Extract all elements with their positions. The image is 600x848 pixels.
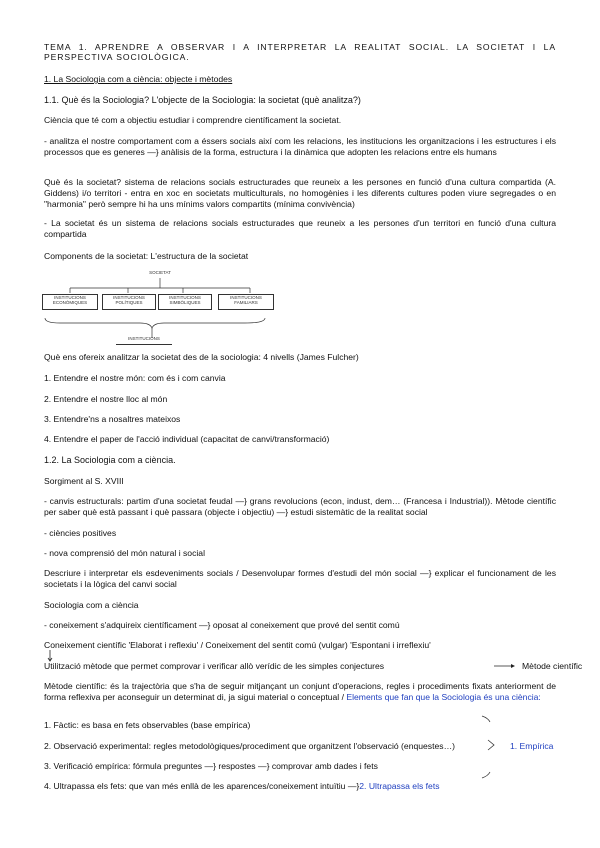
subsection-heading: 1.1. Què és la Sociologia? L'objecte de la Sociologia: la societat (què analitza?) xyxy=(44,95,361,105)
paragraph: Ciència que té com a objectiu estudiar i comprendre científicament la societat. xyxy=(44,115,342,125)
section-heading: 1. La Sociologia com a ciència: objecte i mètodes xyxy=(44,74,233,84)
paragraph: Sorgiment al S. XVIII xyxy=(44,476,124,486)
brace-annotation xyxy=(476,712,496,792)
diagram-bottom-label: INSTITUCIONS xyxy=(116,336,172,345)
paragraph: - coneixement s'adquireix científicament —} oposat al coneixement que prové del sentit comú xyxy=(44,620,400,630)
diagram-box: INSTITUCIONS ECONÒMIQUES xyxy=(42,294,98,310)
paragraph: - canvis estructurals: partim d'una societat feudal —} grans revolucions (econ, indust, dem… (Francesa i Industrial)). Mètode científic per saber què està passant i què passara (objecte i objectiu) —} estudi sistemàtic de la realitat social xyxy=(44,496,556,517)
element-text: 4. Ultrapassa els fets: que van més enllà de les aparences/coneixement intuïtiu —} xyxy=(44,781,360,791)
ultrapassa-label: 2. Ultrapassa els fets xyxy=(359,781,440,791)
paragraph: Utilització mètode que permet comprovar i verificar allò verídic de les simples conjectures xyxy=(44,661,385,671)
list-item: 1. Fàctic: es basa en fets observables (base empírica) xyxy=(44,720,251,730)
paragraph: - La societat és un sistema de relacions socials estructurades que reuneix a les persones d'un territori en funció d'una cultura compartida xyxy=(44,218,556,239)
diagram-top-label: SOCIETAT xyxy=(149,270,171,275)
paragraph: Què és la societat? sistema de relacions socials estructurades que reuneix a les persones en funció d'una cultura compartida (A. Giddens) i/o territori - entra en xoc en societats multiculturals, no homogènies i les diferents cultures poden viure segregades o en "harmonia" però sempre hi ha uns mínims valors compartits (mínima convivència) xyxy=(44,177,556,209)
paragraph: Descriure i interpretar els esdeveniments socials / Desenvolupar formes d'estudi del món social —} explicar el funcionament de les societats i la lògica del canvi social xyxy=(44,568,556,589)
paragraph: Coneixement científic 'Elaborat i reflexiu' / Coneixement del sentit comú (vulgar) 'Espontani i irreflexiu' xyxy=(44,640,431,650)
paragraph: - analitza el nostre comportament com a éssers socials així com les relacions, les institucions les organitzacions i les estructures i els processos que es generes —} anàlisis de la forma, estructura i la dinàmica que adopten les relacions entre els humans xyxy=(44,136,556,157)
diagram-box: INSTITUCIONS FAMILIARS xyxy=(218,294,274,310)
list-item: 3. Verificació empírica: fórmula preguntes —} respostes —} comprovar amb dades i fets xyxy=(44,761,378,771)
elements-heading: Elements que fan que la Sociologia és una ciència: xyxy=(346,691,541,702)
paragraph xyxy=(44,681,556,703)
paragraph: Components de la societat: L'estructura de la societat xyxy=(44,251,249,261)
subsection-heading: 1.2. La Sociologia com a ciència. xyxy=(44,455,176,465)
diagram-box: INSTITUCIONS SIMBÒLIQUES xyxy=(158,294,212,310)
diagram-box: INSTITUCIONS POLÍTIQUES xyxy=(102,294,156,310)
paragraph: Sociologia com a ciència xyxy=(44,600,139,610)
paragraph: - ciències positives xyxy=(44,528,117,538)
society-structure-diagram xyxy=(40,266,290,348)
list-item: 3. Entendre'ns a nosaltres mateixos xyxy=(44,414,181,424)
paragraph: Què ens ofereix analitzar la societat des de la sociologia: 4 nivells (James Fulcher) xyxy=(44,352,359,362)
list-item: 2. Entendre el nostre lloc al món xyxy=(44,394,168,404)
empirica-label: 1. Empírica xyxy=(510,741,554,751)
paragraph: - nova comprensió del món natural i social xyxy=(44,548,205,558)
list-item: 4. Entendre el paper de l'acció individual (capacitat de canvi/transformació) xyxy=(44,434,330,444)
right-arrow-icon xyxy=(494,662,518,670)
list-item xyxy=(44,781,440,792)
list-item: 1. Entendre el nostre món: com és i com canvia xyxy=(44,373,226,383)
paragraph: Mètode científic xyxy=(522,661,583,671)
method-text: Mètode científic: és la trajectòria que s'ha de seguir mitjançant un conjunt d'operacions, regles i procediments fixats anteriorment de forma reflexiva per aconseguir un determinat di, ja sigui material o conceptual / xyxy=(44,681,556,702)
list-item: 2. Observació experimental: regles metodològiques/procediment que organitzent l'observació (enquestes…) xyxy=(44,741,456,751)
page-title: TEMA 1. APRENDRE A OBSERVAR I A INTERPRETAR LA REALITAT SOCIAL. LA SOCIETAT I LA PERSPECTIVA SOCIOLÒGICA. xyxy=(44,42,556,62)
